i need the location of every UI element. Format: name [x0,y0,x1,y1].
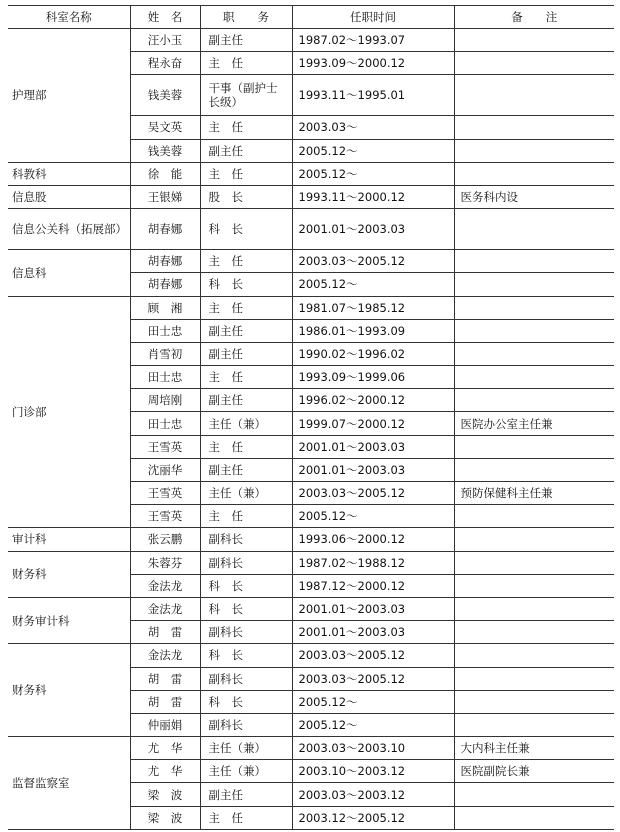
position-cell: 主 任 [200,366,292,389]
table-row [8,296,614,319]
note-cell [454,250,614,273]
header-name: 姓 名 [130,6,200,29]
term-cell: 2005.12～ [292,139,454,162]
term-cell: 1990.02～1996.02 [292,342,454,365]
note-cell [454,806,614,829]
name-cell: 钱美蓉 [130,139,200,162]
position-cell: 副科长 [200,713,292,736]
staff-table-container [8,5,614,830]
position-cell: 副主任 [200,139,292,162]
term-cell: 2003.10～2003.12 [292,760,454,783]
name-cell: 周培刚 [130,389,200,412]
note-cell: 医务科内设 [454,185,614,208]
table-body [8,29,614,830]
name-cell: 胡春娜 [130,250,200,273]
position-cell: 副主任 [200,342,292,365]
position-cell: 科 长 [200,574,292,597]
term-cell: 1993.06～2000.12 [292,528,454,551]
name-cell: 田士忠 [130,366,200,389]
term-cell: 1987.12～2000.12 [292,574,454,597]
table-row [8,528,614,551]
note-cell [454,139,614,162]
name-cell: 徐 能 [130,162,200,185]
position-cell: 主 任 [200,435,292,458]
term-cell: 1987.02～1988.12 [292,551,454,574]
note-cell [454,505,614,528]
table-row [8,29,614,52]
name-cell: 胡 雷 [130,690,200,713]
note-cell [454,75,614,116]
position-cell: 主 任 [200,162,292,185]
header-term: 任职时间 [292,6,454,29]
term-cell: 1993.09～1999.06 [292,366,454,389]
name-cell: 胡春娜 [130,273,200,296]
position-cell: 主任（兼） [200,482,292,505]
term-cell: 2005.12～ [292,690,454,713]
term-cell: 2003.03～2005.12 [292,482,454,505]
name-cell: 王雪英 [130,505,200,528]
position-cell: 副主任 [200,783,292,806]
term-cell: 2005.12～ [292,273,454,296]
name-cell: 顾 湘 [130,296,200,319]
term-cell: 2003.03～2005.12 [292,644,454,667]
term-cell: 2001.01～2003.03 [292,209,454,250]
term-cell: 1987.02～1993.07 [292,29,454,52]
name-cell: 胡 雷 [130,621,200,644]
position-cell: 副科长 [200,621,292,644]
note-cell [454,644,614,667]
term-cell: 1993.09～2000.12 [292,52,454,75]
term-cell: 2003.12～2005.12 [292,806,454,829]
note-cell [454,296,614,319]
note-cell: 医院办公室主任兼 [454,412,614,435]
name-cell: 仲丽娟 [130,713,200,736]
note-cell: 医院副院长兼 [454,760,614,783]
department-staff-table [8,5,614,830]
table-row [8,737,614,760]
term-cell: 2003.03～2005.12 [292,250,454,273]
department-cell: 财务审计科 [8,597,130,643]
note-cell: 大内科主任兼 [454,737,614,760]
name-cell: 胡春娜 [130,209,200,250]
name-cell: 田士忠 [130,319,200,342]
name-cell: 尤 华 [130,760,200,783]
position-cell: 副科长 [200,667,292,690]
department-cell: 信息股 [8,185,130,208]
name-cell: 沈丽华 [130,458,200,481]
position-cell: 主 任 [200,250,292,273]
note-cell [454,667,614,690]
department-cell: 门诊部 [8,296,130,528]
name-cell: 王雪英 [130,435,200,458]
term-cell: 2003.03～2003.10 [292,737,454,760]
table-row [8,209,614,250]
term-cell: 2003.03～ [292,116,454,139]
position-cell: 科 长 [200,273,292,296]
note-cell [454,783,614,806]
note-cell [454,209,614,250]
position-cell: 副科长 [200,528,292,551]
department-cell: 财务科 [8,551,130,597]
term-cell: 2003.03～2003.12 [292,783,454,806]
term-cell: 1993.11～1995.01 [292,75,454,116]
position-cell: 主 任 [200,116,292,139]
table-row [8,597,614,620]
note-cell [454,458,614,481]
name-cell: 张云鹏 [130,528,200,551]
term-cell: 1993.11～2000.12 [292,185,454,208]
note-cell [454,52,614,75]
name-cell: 钱美蓉 [130,75,200,116]
note-cell [454,366,614,389]
department-cell: 信息公关科（拓展部） [8,209,130,250]
term-cell: 1986.01～1993.09 [292,319,454,342]
position-cell: 主任（兼） [200,737,292,760]
department-cell: 信息科 [8,250,130,296]
note-cell [454,162,614,185]
term-cell: 2005.12～ [292,713,454,736]
name-cell: 王雪英 [130,482,200,505]
department-cell: 审计科 [8,528,130,551]
position-cell: 干事（副护士长级） [200,75,292,116]
table-row [8,644,614,667]
note-cell [454,273,614,296]
header-position: 职 务 [200,6,292,29]
position-cell: 副科长 [200,551,292,574]
table-row [8,250,614,273]
note-cell [454,29,614,52]
term-cell: 2001.01～2003.03 [292,435,454,458]
term-cell: 2001.01～2003.03 [292,458,454,481]
name-cell: 金法龙 [130,574,200,597]
name-cell: 尤 华 [130,737,200,760]
position-cell: 科 长 [200,690,292,713]
note-cell [454,342,614,365]
position-cell: 科 长 [200,597,292,620]
note-cell [454,621,614,644]
name-cell: 肖雪初 [130,342,200,365]
header-note: 备 注 [454,6,614,29]
note-cell [454,690,614,713]
position-cell: 主 任 [200,52,292,75]
name-cell: 程永奋 [130,52,200,75]
position-cell: 科 长 [200,644,292,667]
note-cell [454,528,614,551]
position-cell: 副主任 [200,458,292,481]
term-cell: 2003.03～2005.12 [292,667,454,690]
position-cell: 副主任 [200,389,292,412]
header-row [8,6,614,29]
note-cell: 预防保健科主任兼 [454,482,614,505]
note-cell [454,574,614,597]
position-cell: 主 任 [200,296,292,319]
table-row [8,551,614,574]
note-cell [454,389,614,412]
note-cell [454,551,614,574]
name-cell: 梁 波 [130,783,200,806]
name-cell: 吴文英 [130,116,200,139]
table-header [8,6,614,29]
position-cell: 主 任 [200,505,292,528]
header-department: 科室名称 [8,6,130,29]
name-cell: 田士忠 [130,412,200,435]
term-cell: 2001.01～2003.03 [292,597,454,620]
name-cell: 朱蓉芬 [130,551,200,574]
table-row [8,185,614,208]
position-cell: 主 任 [200,806,292,829]
note-cell [454,713,614,736]
position-cell: 股 长 [200,185,292,208]
department-cell: 护理部 [8,29,130,163]
name-cell: 王银娣 [130,185,200,208]
note-cell [454,319,614,342]
note-cell [454,116,614,139]
name-cell: 胡 雷 [130,667,200,690]
term-cell: 2005.12～ [292,505,454,528]
name-cell: 梁 波 [130,806,200,829]
department-cell: 监督监察室 [8,737,130,830]
position-cell: 副主任 [200,29,292,52]
term-cell: 1999.07～2000.12 [292,412,454,435]
department-cell: 科教科 [8,162,130,185]
position-cell: 主任（兼） [200,760,292,783]
position-cell: 主任（兼） [200,412,292,435]
name-cell: 汪小玉 [130,29,200,52]
position-cell: 副主任 [200,319,292,342]
term-cell: 2005.12～ [292,162,454,185]
note-cell [454,597,614,620]
note-cell [454,435,614,458]
term-cell: 1996.02～2000.12 [292,389,454,412]
position-cell: 科 长 [200,209,292,250]
department-cell: 财务科 [8,644,130,737]
name-cell: 金法龙 [130,597,200,620]
term-cell: 1981.07～1985.12 [292,296,454,319]
term-cell: 2001.01～2003.03 [292,621,454,644]
table-row [8,162,614,185]
name-cell: 金法龙 [130,644,200,667]
